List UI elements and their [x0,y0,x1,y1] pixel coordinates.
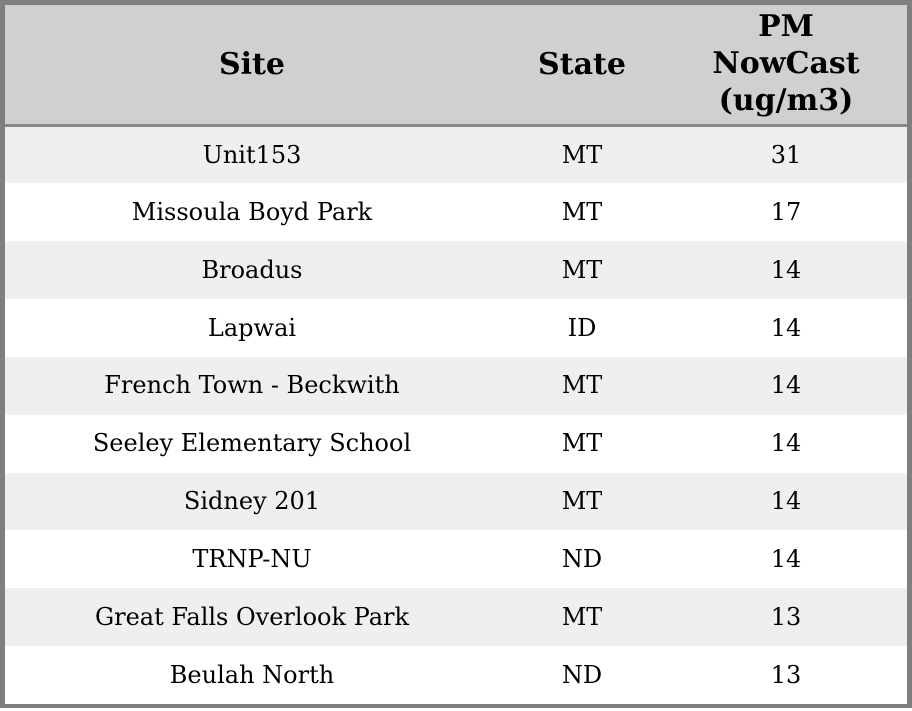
site-cell: Sidney 201 [183,487,321,516]
column-header-site [5,5,499,126]
site-cell: Broadus [201,255,303,284]
state-cell: MT [561,255,603,284]
table-row [5,357,907,415]
column-header-site-label: Site [218,47,285,82]
state-cell: ID [567,313,597,342]
site-cell: Seeley Elementary School [92,429,412,458]
column-header-pm-nowcast-label: PM NowCast (ug/m3) [712,9,860,118]
column-header-state [499,5,665,126]
pm-nowcast-cell: 31 [770,140,802,169]
column-header-state-label: State [538,47,626,82]
pm-nowcast-cell: 14 [770,429,802,458]
table-row [5,473,907,531]
site-cell: Great Falls Overlook Park [94,602,410,631]
pm-nowcast-cell: 17 [770,197,802,226]
state-cell: MT [561,487,603,516]
pm-nowcast-table [5,5,907,704]
table-row [5,241,907,299]
state-cell: ND [561,660,603,689]
state-cell: MT [561,429,603,458]
table-body [5,126,907,705]
site-cell: Lapwai [207,313,297,342]
state-cell: MT [561,197,603,226]
state-cell: MT [561,140,603,169]
pm-nowcast-cell: 13 [770,660,802,689]
pm-nowcast-cell: 13 [770,602,802,631]
column-header-pm-nowcast [665,5,907,126]
table-row [5,530,907,588]
table-header [5,5,907,126]
pm-nowcast-cell: 14 [770,544,802,573]
state-cell: MT [561,371,603,400]
site-cell: French Town - Beckwith [104,371,400,400]
pm-nowcast-cell: 14 [770,313,802,342]
site-cell: Beulah North [169,660,335,689]
site-cell: Unit153 [202,140,302,169]
state-cell: MT [561,602,603,631]
pm-nowcast-cell: 14 [770,255,802,284]
site-cell: Missoula Boyd Park [131,197,373,226]
table-row [5,415,907,473]
header-row [5,5,907,126]
table-row [5,646,907,704]
site-cell: TRNP-NU [192,544,312,573]
table-row [5,126,907,184]
pm-nowcast-cell: 14 [770,371,802,400]
state-cell: ND [561,544,603,573]
table-row [5,183,907,241]
table-row [5,299,907,357]
table-row [5,588,907,646]
pm-nowcast-cell: 14 [770,487,802,516]
